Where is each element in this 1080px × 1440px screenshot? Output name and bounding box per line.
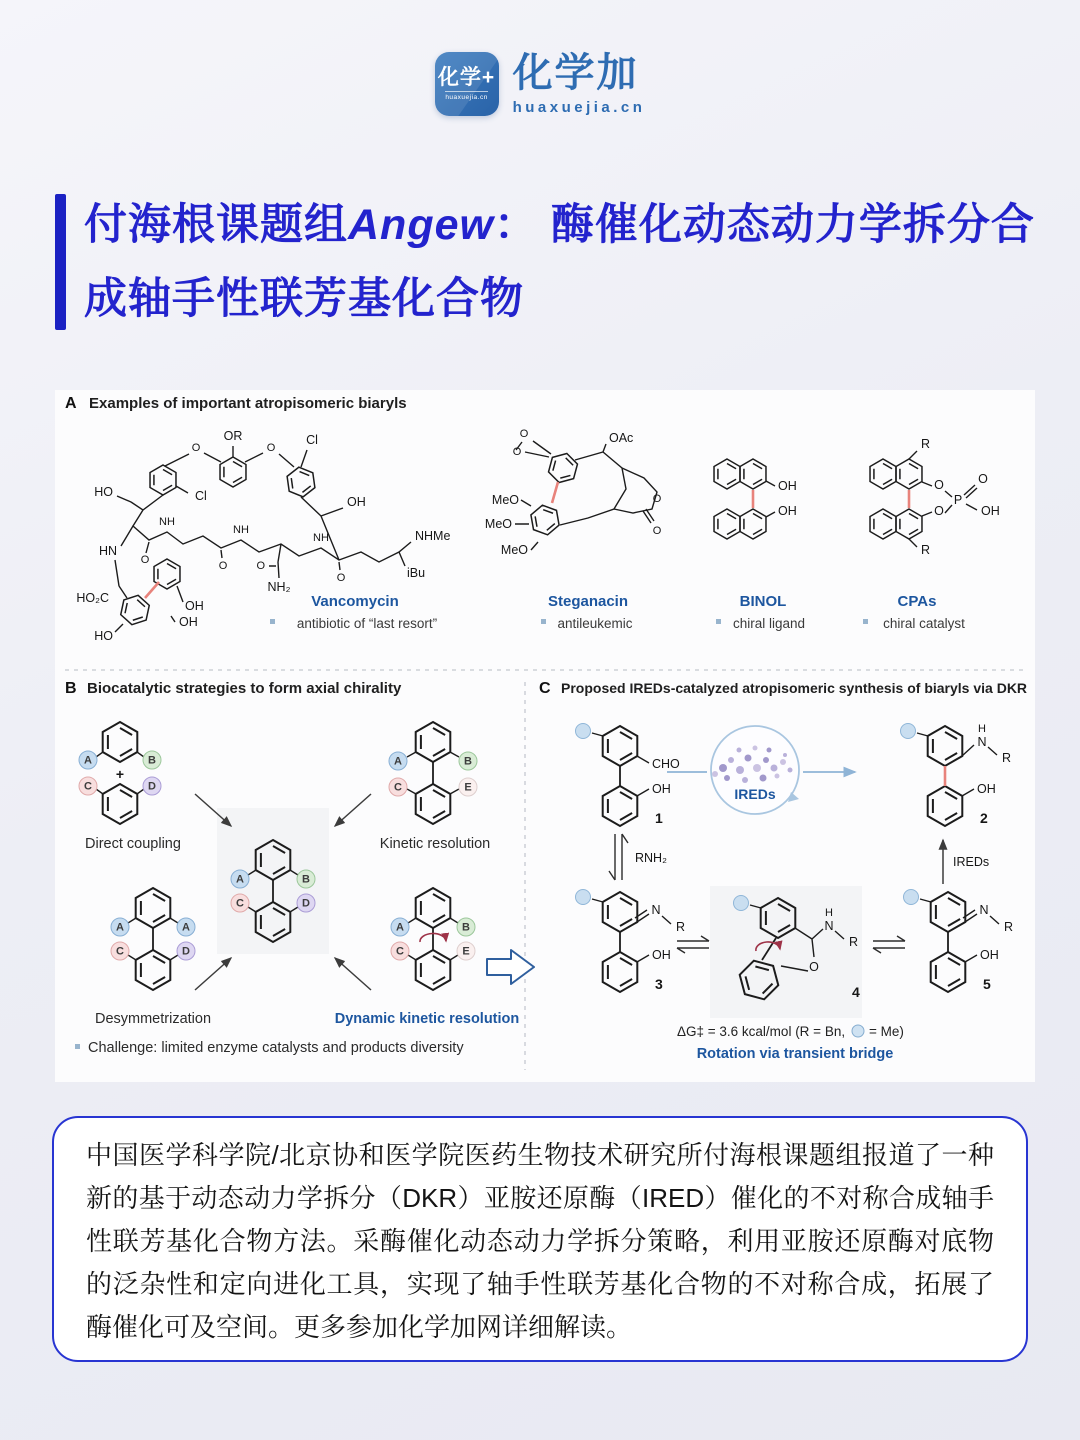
panel-c-title: Proposed IREDs-catalyzed atropisomeric synthesis of biaryls via DKR <box>561 680 1028 696</box>
atom-label: OH <box>179 615 198 629</box>
panel-c <box>539 680 1027 1062</box>
substituent-c: C <box>84 780 92 793</box>
summary-text: 中国医学科学院/北京协和医学院医药生物技术研究所付海根课题组报道了一种新的基于动态动力学拆分（DKR）亚胺还原酶（IRED）催化的不对称合成轴手性联芳基化合物方法。采酶催化动态动力学拆分策略，利用亚胺还原酶对底物的泛杂性和定向进化工具，实现了轴手性联芳基化合物的不对称合成，拓展了酶催化可及空间。更多参加化学加网详细解读。 <box>86 1140 994 1342</box>
compound-number: 2 <box>980 810 988 826</box>
substituent-e: E <box>464 781 472 794</box>
compound-caption: chiral catalyst <box>883 616 965 631</box>
compound-number: 5 <box>983 976 991 992</box>
huaxuejia-logo-icon <box>435 52 499 116</box>
desymmetrization-structure <box>95 888 211 1027</box>
atom-label: OH <box>185 599 204 613</box>
dkr-structure <box>335 888 520 1027</box>
compound-name: CPAs <box>897 593 937 610</box>
atom-label: O <box>934 478 944 492</box>
atom-label: HO <box>94 629 113 643</box>
equilibrium-arrows <box>677 936 709 953</box>
title-group-name: 付海根课题组 <box>84 201 348 249</box>
logo-domain: huaxuejia.cn <box>512 99 646 116</box>
substituent-a: A <box>84 754 92 767</box>
ired-enzyme-badge <box>667 726 855 814</box>
atom-label: OH <box>778 479 797 493</box>
compound-number: 1 <box>655 810 663 826</box>
compound-name: Steganacin <box>547 593 629 610</box>
substituent-b: B <box>464 755 472 768</box>
atom-label: N <box>824 919 834 933</box>
substituent-d: D <box>148 780 156 793</box>
bullet <box>716 619 721 624</box>
atom-label: O <box>652 493 662 505</box>
atom-label: NH₂ <box>267 580 291 594</box>
strategy-label: Direct coupling <box>85 836 181 852</box>
central-biaryl-structure <box>217 808 329 954</box>
atom-label: O <box>652 525 662 537</box>
atom-label: R <box>1002 751 1012 765</box>
atom-label: N <box>977 735 987 749</box>
title-line-1 <box>84 188 1045 262</box>
substituent-b: B <box>148 754 156 767</box>
atom-label: MeO <box>484 517 512 531</box>
atom-label: R <box>676 920 686 934</box>
panel-c-label: C <box>539 680 551 697</box>
panel-a-label: A <box>65 395 77 412</box>
atom-label: NHMe <box>415 529 451 543</box>
atom-label: CHO <box>652 757 680 771</box>
energy-text-prefix: ΔG‡ = 3.6 kcal/mol (R = Bn, <box>677 1024 846 1039</box>
methyl-circle <box>904 890 919 905</box>
atom-label: O <box>266 442 276 454</box>
block-arrow-right <box>487 950 534 984</box>
atom-label: HO₂C <box>76 591 109 605</box>
amine-equilibrium <box>609 834 667 880</box>
atom-label: OH <box>980 948 999 962</box>
atom-label: O <box>218 560 228 572</box>
atom-label: OH <box>977 782 996 796</box>
kinetic-resolution-structure <box>380 722 490 852</box>
compound-2-structure <box>901 723 1012 826</box>
title-journal: Angew <box>348 201 494 249</box>
substituent-e: E <box>462 945 470 958</box>
title-line-2: 成轴手性联芳基化合物 <box>84 275 524 323</box>
panel-a <box>65 395 1000 643</box>
figure-canvas <box>55 390 1035 1082</box>
compound-number: 4 <box>852 984 860 1000</box>
atom-label: R <box>849 935 859 949</box>
substituent-c: C <box>236 897 244 910</box>
atom-label: HO <box>94 485 113 499</box>
substituent-a: A <box>396 921 404 934</box>
atom-label: HN <box>98 544 117 558</box>
compound-4-structure <box>710 886 862 1018</box>
compound-name: Vancomycin <box>311 593 399 610</box>
summary-box <box>52 1116 1028 1362</box>
bullet <box>541 619 546 624</box>
atom-label: N <box>651 903 661 917</box>
strategy-label: Desymmetrization <box>94 1011 212 1027</box>
challenge-note: Challenge: limited enzyme catalysts and products diversity <box>88 1040 464 1056</box>
atom-label: MeO <box>491 493 519 507</box>
panel-b-title: Biocatalytic strategies to form axial chirality <box>87 680 402 697</box>
atom-label: O <box>512 446 522 458</box>
brand-logo <box>0 52 1080 116</box>
ired-arrow-label: IREDs <box>953 855 990 869</box>
atom-label: NH <box>159 516 175 528</box>
page-title <box>84 188 1045 336</box>
atom-label: OAc <box>609 431 634 445</box>
paper-figure <box>55 390 1035 1082</box>
panel-b <box>65 680 519 1056</box>
rotation-note: Rotation via transient bridge <box>696 1046 894 1062</box>
atom-label: R <box>1004 920 1014 934</box>
substituent-a: A <box>236 873 244 886</box>
title-rest: ： 酶催化动态动力学拆分合 <box>493 201 1035 249</box>
substituent-a: A <box>182 921 190 934</box>
atom-label: O <box>256 560 265 572</box>
atom-label: O <box>336 572 346 584</box>
methyl-circle-legend <box>852 1025 864 1037</box>
panel-b-label: B <box>65 680 77 697</box>
substituent-b: B <box>462 921 470 934</box>
atom-label: Cl <box>306 433 318 447</box>
methyl-circle <box>576 724 591 739</box>
atom-label: N <box>979 903 989 917</box>
atom-label: NH <box>313 532 329 544</box>
arrow-to-center <box>195 958 231 990</box>
energy-annotation <box>677 1024 904 1039</box>
atom-label: OR <box>223 429 243 443</box>
atom-label: O <box>978 472 988 486</box>
arrow-to-center <box>335 794 371 826</box>
atom-label: OH <box>652 948 671 962</box>
binol-structure <box>714 459 797 539</box>
atom-label: OH <box>981 504 1000 518</box>
ired-reduction-arrow <box>943 840 989 884</box>
vancomycin-structure <box>76 429 450 643</box>
atom-label: O <box>191 442 201 454</box>
substituent-d: D <box>182 945 190 958</box>
energy-text-suffix: = Me) <box>869 1024 904 1039</box>
bullet <box>863 619 868 624</box>
atom-label: R <box>921 437 931 451</box>
compound-caption: chiral ligand <box>732 616 806 631</box>
logo-icon-text: 化学+ <box>437 66 496 89</box>
substituent-b: B <box>302 873 310 886</box>
substituent-d: D <box>302 897 310 910</box>
atom-label: R <box>921 543 931 557</box>
logo-icon-domain: huaxuejia.cn <box>445 91 488 101</box>
direct-coupling-structure <box>79 722 181 852</box>
compound-caption: antileukemic <box>557 616 633 631</box>
atom-label: NH <box>233 524 249 536</box>
atom-label: O <box>934 504 944 518</box>
bullet <box>75 1044 80 1049</box>
strategy-label: Kinetic resolution <box>379 836 491 852</box>
substituent-a: A <box>116 921 124 934</box>
compound-1-structure <box>576 724 681 827</box>
atom-label: MeO <box>500 543 528 557</box>
atom-label: P <box>953 493 963 507</box>
equilibrium-arrows <box>873 936 905 953</box>
atom-label: H <box>978 723 986 735</box>
arrow-to-center <box>335 958 371 990</box>
strategy-label-dkr: Dynamic kinetic resolution <box>334 1011 520 1027</box>
panel-a-title: Examples of important atropisomeric biaryls <box>89 395 407 412</box>
compound-name: BINOL <box>739 593 787 610</box>
atom-label: OH <box>652 782 671 796</box>
atom-label: O <box>519 428 529 440</box>
amine-label: RNH₂ <box>635 851 667 865</box>
atom-label: Cl <box>195 489 207 503</box>
compound-number: 3 <box>655 976 663 992</box>
compound-caption: antibiotic of “last resort” <box>296 616 438 631</box>
atom-label: iBu <box>407 566 426 580</box>
enzyme-label: IREDs <box>734 786 776 802</box>
title-accent-bar <box>55 194 66 330</box>
steganacin-structure <box>485 428 662 557</box>
methyl-circle <box>734 896 749 911</box>
logo-name: 化学加 <box>512 51 639 95</box>
compound-3-structure <box>576 890 686 993</box>
atom-label: OH <box>347 495 366 509</box>
methyl-circle <box>576 890 591 905</box>
logo-wordmark <box>513 53 646 115</box>
substituent-c: C <box>396 945 404 958</box>
cpa-structure <box>870 437 1000 557</box>
atom-label: OH <box>778 504 797 518</box>
atom-label: O <box>809 960 819 974</box>
substituent-c: C <box>394 781 402 794</box>
bullet <box>270 619 275 624</box>
substituent-a: A <box>394 755 402 768</box>
article-title-block <box>55 188 1045 336</box>
substituent-c: C <box>116 945 124 958</box>
atom-label: O <box>140 554 150 566</box>
plus-sign: + <box>115 766 125 782</box>
compound-5-structure <box>904 890 1014 993</box>
methyl-circle <box>901 724 916 739</box>
atom-label: H <box>825 907 833 919</box>
